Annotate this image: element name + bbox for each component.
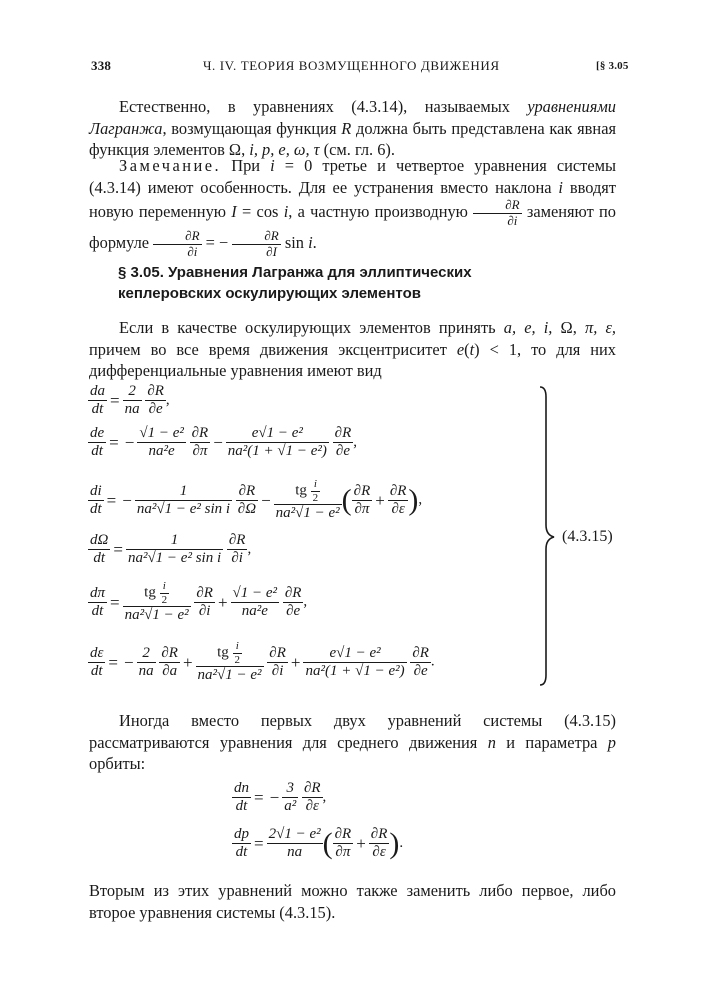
paragraph-lagrange-intro: Естественно, в уравнениях (4.3.14), называемых уравнениями Лагранжа, возмущающая функция R должна быть представлена как явная функция элементов Ω, i, p, e, ω, τ (см. гл. 6). <box>89 97 617 159</box>
equation-dpi-dt: $\frac{d\pi}{dt}$ = tg $\frac{i}{2}$ na²√1 − e² $\frac{\partial R}{\partial i}$ + $\frac{\text{√1 − e²}}{\text{na²e}}$ $\frac{\partial R}{\partial e}$ , <box>90 580 308 624</box>
equation-dOmega-dt: $\frac{d\Omega}{dt}$ = $\frac{1}{\text{na²√1 − e² sin i}}$ $\frac{\partial R}{\partial i}$ , <box>90 532 252 567</box>
remark-label: Замечание. <box>119 156 222 175</box>
equation-da-dt: $\frac{da}{dt}$ = $\frac{2}{na}$ $\frac{\partial R}{\partial e}$ , <box>90 383 170 418</box>
remark-paragraph: Замечание. При i = 0 третье и четвертое уравнения системы (4.3.14) имеют особенность. Для ее устранения вместо наклона i вводят новую переменную I = cos i, а частную производную $\frac{\partial R}{\partial i}$ заменяют по формуле $\frac{\partial R}{\partial i}$ = − $\frac{\partial R}{\partial I}$ sin i. <box>89 156 617 259</box>
fraction-dR-di-2: $\frac{\partial R}{\partial i}$ <box>153 229 201 260</box>
paragraph-mean-motion: Иногда вместо первых двух уравнений системы (4.3.15) рассматриваются уравнения для среднего движения n и параметра p орбиты: <box>89 711 616 773</box>
equation-dn-dt: $\frac{dn}{dt}$ = − $\frac{3}{\text{a²}}$ $\frac{\partial R}{\partial\varepsilon}$ , <box>234 780 327 815</box>
equation-de-dt: $\frac{de}{dt}$ = − $\frac{\text{√1 − e²}}{\text{na²e}}$ $\frac{\partial R}{\partial\pi}$ − $\frac{\text{e√1 − e²}}{\text{na²(1 + √1 − e²)}}$ $\frac{\partial R}{\partial e}$ , <box>90 425 357 460</box>
fraction-dR-dI: $\frac{\partial R}{\partial I}$ <box>232 229 280 260</box>
equation-deps-dt: $\frac{d\varepsilon}{dt}$ = − $\frac{2}{na}$ $\frac{\partial R}{\partial a}$ + tg $\frac{i}{2}$ na²√1 − e² $\frac{\partial R}{\partial i}$ + $\frac{\text{e√1 − e²}}{\text{na²(1 + √1 − e²)}}$ $\frac{\partial R}{\partial e}$ . <box>90 640 435 684</box>
page-number: 338 <box>91 58 112 73</box>
equation-number-4-3-15: (4.3.15) <box>562 528 613 545</box>
running-title: Ч. IV. ТЕОРИЯ ВОЗМУЩЕННОГО ДВИЖЕНИЯ <box>203 58 500 73</box>
equation-di-dt: $\frac{di}{dt}$ = − $\frac{1}{\text{na²√1 − e² sin i}}$ $\frac{\partial R}{\partial\Omega}$ − tg $\frac{i}{2}$ na²√1 − e² ( $\frac{\partial R}{\partial\pi}$ + $\frac{\partial R}{\partial\varepsilon}$ ), <box>90 478 423 522</box>
paragraph-closing: Вторым из этих уравнений можно также заменить либо первое, либо второе уравнения системы (4.3.15). <box>89 881 616 922</box>
paragraph-osculating-elements: Если в качестве оскулирующих элементов принять a, e, i, Ω, π, ε, причем во все время движения эксцентриситет e(t) < 1, то для них дифференциальные уравнения имеют вид <box>89 318 617 380</box>
fraction-dR-di: $\frac{\partial R}{\partial i}$ <box>473 198 521 229</box>
section-heading: § 3.05. Уравнения Лагранжа для эллиптических кеплеровских оскулирующих элементов <box>118 264 472 302</box>
equation-dp-dt: $\frac{dp}{dt}$ = $\frac{\text{2√1 − e²}}{na}$ ( $\frac{\partial R}{\partial\pi}$ + $\frac{\partial R}{\partial\varepsilon}$ ). <box>234 826 404 861</box>
section-reference: [§ 3.05 <box>596 60 629 72</box>
system-brace <box>536 385 558 690</box>
